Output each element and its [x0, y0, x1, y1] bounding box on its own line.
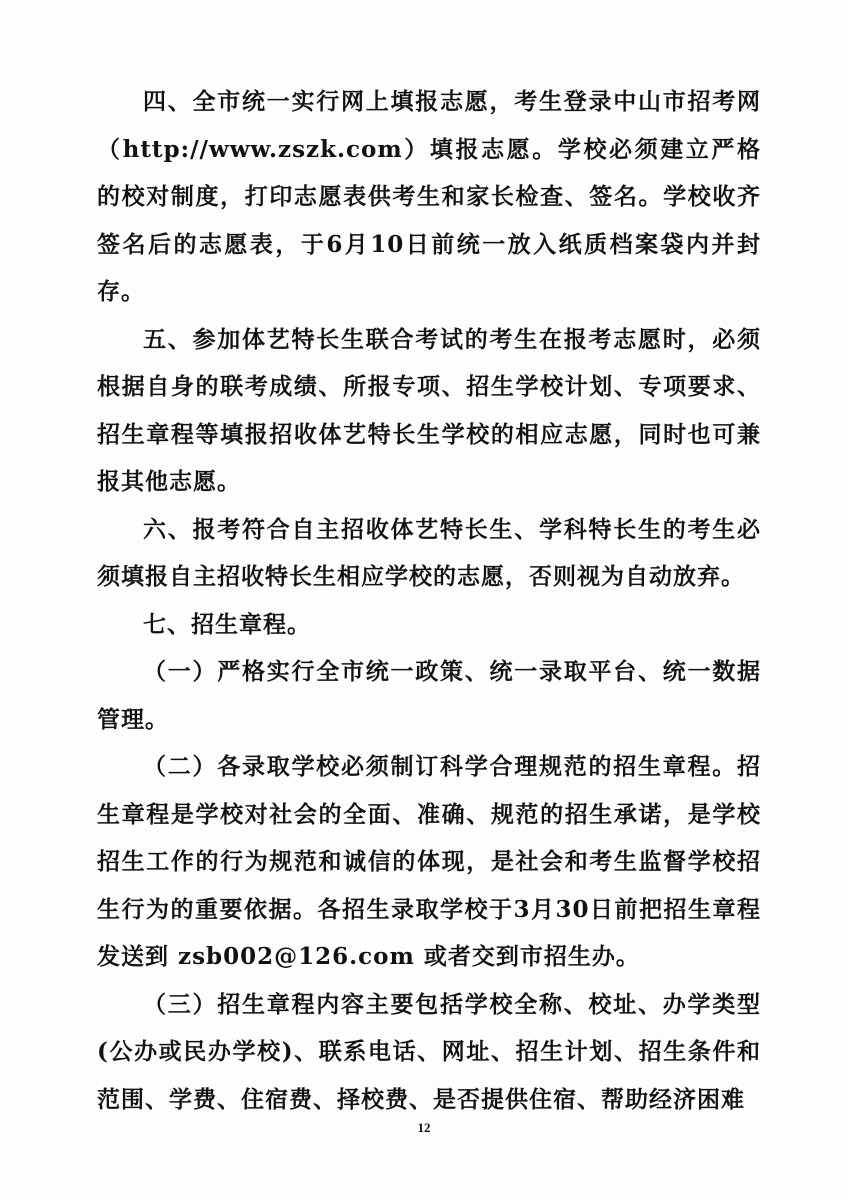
paragraph-7-heading: 七、招生章程。 [143, 610, 311, 638]
paragraph-5: 五、参加体艺特长生联合考试的考生在报考志愿时，必须根据自身的联考成绩、所报专项、招生学校计划、专项要求、招生章程等填报招收体艺特长生学校的相应志愿，同时也可兼报其他志愿。 [97, 325, 761, 495]
paragraph-7-3: （三）招生章程内容主要包括学校全称、校址、办学类型(公办或民办学校)、联系电话、网址、招生计划、招生条件和范围、学费、住宿费、择校费、是否提供住宿、帮助经济困难 [97, 990, 761, 1113]
paragraph-7-1: （一）严格实行全市统一政策、统一录取平台、统一数据管理。 [97, 658, 761, 733]
page-number: 12 [417, 1120, 431, 1135]
document-body [97, 78, 761, 1123]
paragraph-7-2: （二）各录取学校必须制订科学合理规范的招生章程。招生章程是学校对社会的全面、准确、规范的招生承诺，是学校招生工作的行为规范和诚信的体现，是社会和考生监督学校招生行为的重要依据。各招生录取学校于3月30日前把招生章程发送到 zsb002@126.com 或者交到市招生办。 [97, 753, 761, 970]
paragraph-6: 六、报考符合自主招收体艺特长生、学科特长生的考生必须填报自主招收特长生相应学校的志愿，否则视为自动放弃。 [97, 515, 761, 590]
paragraph-4: 四、全市统一实行网上填报志愿，考生登录中山市招考网（http://www.zszk.com）填报志愿。学校必须建立严格的校对制度，打印志愿表供考生和家长检查、签名。学校收齐签名后的志愿表，于6月10日前统一放入纸质档案袋内并封存。 [97, 88, 761, 305]
